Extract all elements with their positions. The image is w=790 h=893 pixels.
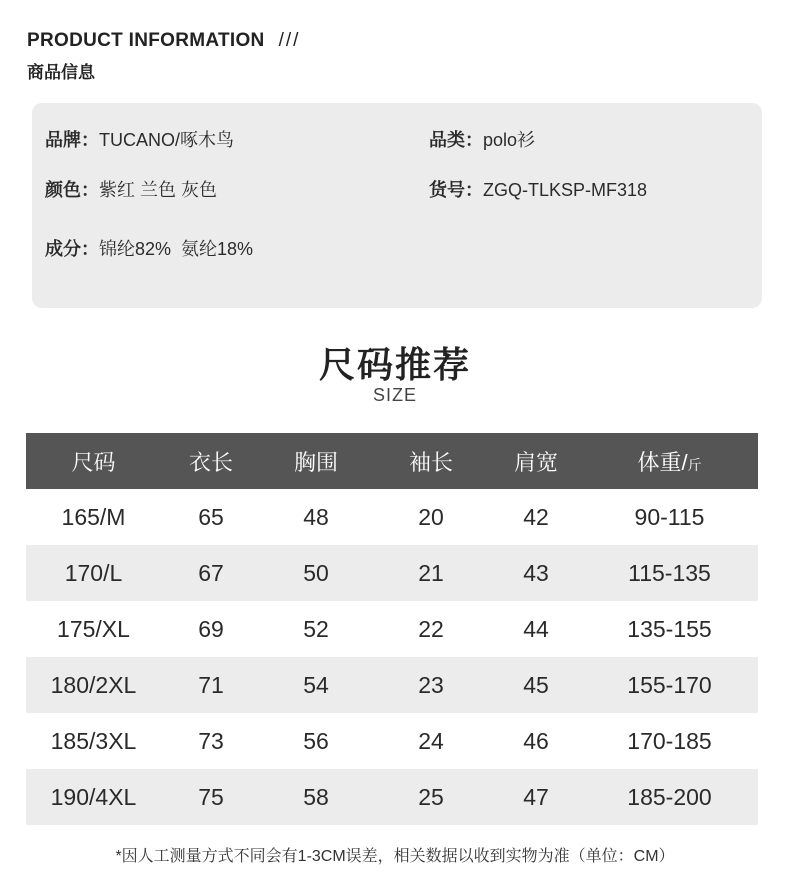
col-header-shoulder: 肩宽 [491, 433, 581, 489]
table-cell: 24 [418, 727, 444, 754]
table-cell: 20 [418, 503, 444, 530]
table-cell: 42 [523, 503, 549, 530]
header-title-en [27, 30, 300, 52]
table-cell: 56 [303, 727, 329, 754]
table-cell: 190/4XL [26, 769, 161, 825]
size-chart-table [26, 433, 758, 825]
size-section-title: 尺码推荐 [318, 344, 471, 385]
weight-header-text: 体重/ [637, 449, 688, 475]
table-cell: 185-200 [581, 769, 758, 825]
table-cell: 43 [491, 545, 581, 601]
material-label: 成分： [45, 239, 99, 259]
sku-label: 货号： [429, 180, 483, 200]
table-cell: 73 [198, 727, 224, 754]
brand-info [45, 126, 234, 152]
table-cell: 21 [371, 545, 491, 601]
table-row [26, 489, 758, 545]
product-info-panel [32, 103, 762, 308]
table-cell: 45 [491, 657, 581, 713]
table-cell: 115-135 [581, 545, 758, 601]
table-cell: 54 [261, 657, 371, 713]
size-section-subtitle: SIZE [372, 385, 417, 405]
weight-unit: 斤 [687, 456, 702, 473]
table-cell: 65 [198, 503, 224, 530]
table-row [26, 601, 758, 657]
col-header-size: 尺码 [26, 433, 161, 489]
table-cell: 155-170 [581, 657, 758, 713]
category-info [429, 126, 535, 152]
table-cell: 90-115 [634, 503, 705, 530]
table-cell: 52 [303, 615, 329, 642]
table-cell: 135-155 [627, 615, 712, 642]
material-info [45, 235, 253, 261]
table-row [26, 657, 758, 713]
table-cell: 58 [261, 769, 371, 825]
table-cell: 165/M [61, 503, 126, 530]
table-cell: 170-185 [627, 727, 712, 754]
measurement-footnote: *因人工测量方式不同会有1-3CM误差，相关数据以收到实物为准（单位：CM） [115, 848, 675, 865]
table-header-row [26, 433, 758, 489]
color-value: 紫红 兰色 灰色 [99, 180, 218, 200]
header-title-cn: 商品信息 [27, 63, 95, 82]
color-info [45, 176, 217, 202]
table-cell: 44 [523, 615, 549, 642]
col-header-chest: 胸围 [261, 433, 371, 489]
category-label: 品类： [429, 130, 483, 150]
table-cell: 50 [261, 545, 371, 601]
table-cell: 180/2XL [26, 657, 161, 713]
table-cell: 48 [303, 503, 329, 530]
header-title-en-text: PRODUCT INFORMATION [27, 30, 265, 51]
sku-value: ZGQ-TLKSP-MF318 [483, 180, 648, 200]
table-row [26, 713, 758, 769]
material-value: 锦纶82% 氨纶18% [99, 239, 254, 259]
color-label: 颜色： [45, 180, 99, 200]
table-row [26, 545, 758, 601]
brand-label: 品牌： [45, 130, 99, 150]
table-cell: 185/3XL [50, 727, 137, 754]
table-cell: 23 [371, 657, 491, 713]
table-cell: 175/XL [57, 615, 130, 642]
table-cell: 22 [418, 615, 444, 642]
table-cell: 67 [161, 545, 261, 601]
category-value: polo衫 [483, 130, 536, 150]
brand-value: TUCANO/啄木鸟 [99, 130, 234, 150]
sku-info [429, 176, 647, 202]
col-header-length: 衣长 [161, 433, 261, 489]
table-row [26, 769, 758, 825]
table-cell: 170/L [26, 545, 161, 601]
table-cell: 25 [371, 769, 491, 825]
table-cell: 47 [491, 769, 581, 825]
table-cell: 46 [523, 727, 549, 754]
table-cell: 69 [198, 615, 224, 642]
header-slashes: /// [278, 30, 301, 51]
table-cell: 75 [161, 769, 261, 825]
product-info-header [27, 30, 300, 83]
table-cell: 71 [161, 657, 261, 713]
col-header-sleeve: 袖长 [371, 433, 491, 489]
col-header-weight [581, 433, 758, 489]
